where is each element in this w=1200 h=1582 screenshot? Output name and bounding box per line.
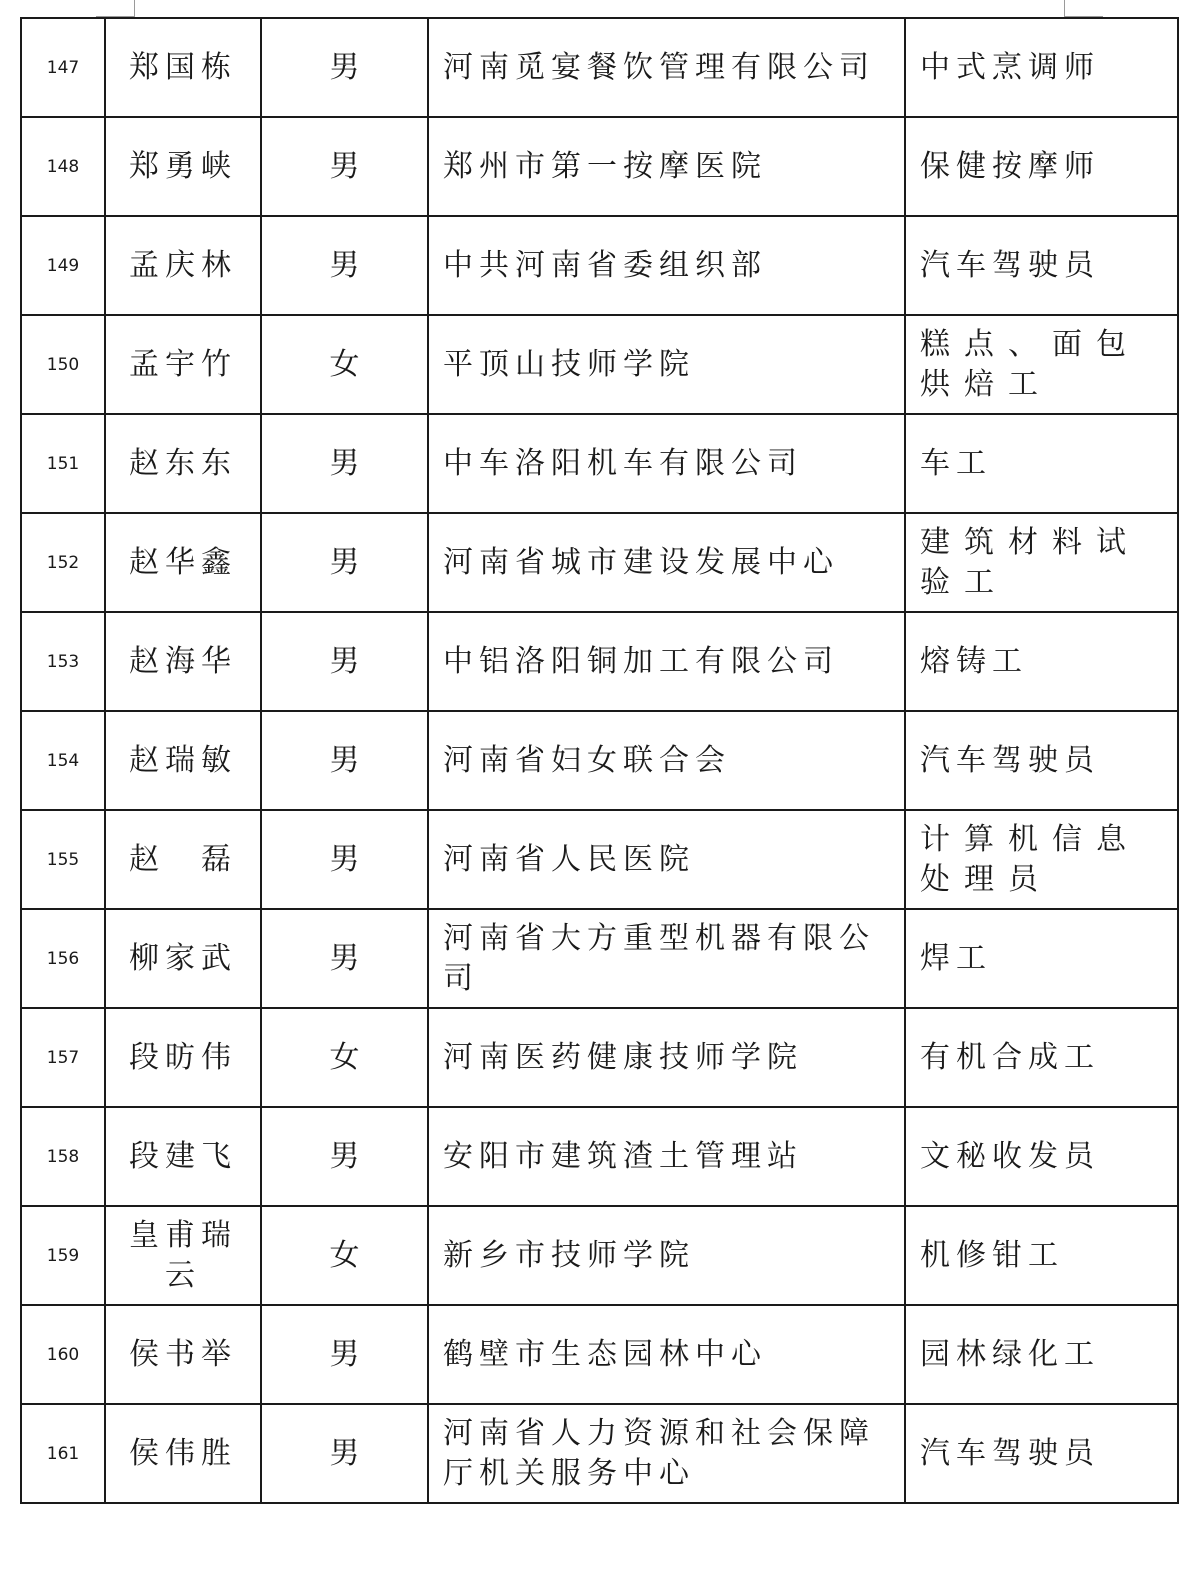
person-name: 孟宇竹 xyxy=(105,315,261,414)
work-unit: 平顶山技师学院 xyxy=(428,315,905,414)
table-row xyxy=(21,1404,1178,1503)
occupation: 中式烹调师 xyxy=(905,18,1178,117)
person-name: 孟庆林 xyxy=(105,216,261,315)
occupation: 文秘收发员 xyxy=(905,1107,1178,1206)
person-name: 段昉伟 xyxy=(105,1008,261,1107)
occupation: 保健按摩师 xyxy=(905,117,1178,216)
row-number: 159 xyxy=(21,1206,105,1305)
crop-mark-right xyxy=(1064,0,1103,17)
occupation: 有机合成工 xyxy=(905,1008,1178,1107)
table-row xyxy=(21,18,1178,117)
person-name: 皇甫瑞云 xyxy=(105,1206,261,1305)
gender: 女 xyxy=(261,1206,428,1305)
table-row xyxy=(21,612,1178,711)
gender: 男 xyxy=(261,18,428,117)
gender: 男 xyxy=(261,612,428,711)
person-name: 赵海华 xyxy=(105,612,261,711)
row-number: 149 xyxy=(21,216,105,315)
row-number: 157 xyxy=(21,1008,105,1107)
row-number: 148 xyxy=(21,117,105,216)
row-number: 151 xyxy=(21,414,105,513)
person-name: 段建飞 xyxy=(105,1107,261,1206)
table-row xyxy=(21,117,1178,216)
person-name: 赵瑞敏 xyxy=(105,711,261,810)
table-row xyxy=(21,1305,1178,1404)
table-row xyxy=(21,1008,1178,1107)
table-row xyxy=(21,315,1178,414)
occupation: 建筑材料试验工 xyxy=(905,513,1178,612)
person-name: 赵东东 xyxy=(105,414,261,513)
occupation: 汽车驾驶员 xyxy=(905,216,1178,315)
occupation: 焊工 xyxy=(905,909,1178,1008)
person-name: 柳家武 xyxy=(105,909,261,1008)
occupation: 糕点、面包烘焙工 xyxy=(905,315,1178,414)
work-unit: 郑州市第一按摩医院 xyxy=(428,117,905,216)
person-name: 郑勇峡 xyxy=(105,117,261,216)
gender: 男 xyxy=(261,1404,428,1503)
gender: 女 xyxy=(261,315,428,414)
person-name: 赵 磊 xyxy=(105,810,261,909)
occupation: 汽车驾驶员 xyxy=(905,1404,1178,1503)
work-unit: 中共河南省委组织部 xyxy=(428,216,905,315)
row-number: 153 xyxy=(21,612,105,711)
person-name: 郑国栋 xyxy=(105,18,261,117)
occupation: 熔铸工 xyxy=(905,612,1178,711)
work-unit: 鹤壁市生态园林中心 xyxy=(428,1305,905,1404)
occupation: 汽车驾驶员 xyxy=(905,711,1178,810)
gender: 男 xyxy=(261,1107,428,1206)
person-name: 赵华鑫 xyxy=(105,513,261,612)
occupation: 车工 xyxy=(905,414,1178,513)
work-unit: 安阳市建筑渣土管理站 xyxy=(428,1107,905,1206)
table-row xyxy=(21,810,1178,909)
row-number: 156 xyxy=(21,909,105,1008)
table-row xyxy=(21,909,1178,1008)
occupation: 园林绿化工 xyxy=(905,1305,1178,1404)
table-row xyxy=(21,414,1178,513)
gender: 女 xyxy=(261,1008,428,1107)
work-unit: 中铝洛阳铜加工有限公司 xyxy=(428,612,905,711)
roster-table xyxy=(20,17,1179,1504)
row-number: 152 xyxy=(21,513,105,612)
work-unit: 河南省人力资源和社会保障厅机关服务中心 xyxy=(428,1404,905,1503)
gender: 男 xyxy=(261,216,428,315)
work-unit: 新乡市技师学院 xyxy=(428,1206,905,1305)
gender: 男 xyxy=(261,414,428,513)
gender: 男 xyxy=(261,711,428,810)
table-row xyxy=(21,1206,1178,1305)
gender: 男 xyxy=(261,117,428,216)
work-unit: 河南省妇女联合会 xyxy=(428,711,905,810)
work-unit: 河南医药健康技师学院 xyxy=(428,1008,905,1107)
gender: 男 xyxy=(261,513,428,612)
table-row xyxy=(21,216,1178,315)
table-row xyxy=(21,711,1178,810)
work-unit: 河南省大方重型机器有限公司 xyxy=(428,909,905,1008)
row-number: 147 xyxy=(21,18,105,117)
row-number: 155 xyxy=(21,810,105,909)
gender: 男 xyxy=(261,810,428,909)
person-name: 侯伟胜 xyxy=(105,1404,261,1503)
table-row xyxy=(21,1107,1178,1206)
row-number: 158 xyxy=(21,1107,105,1206)
work-unit: 中车洛阳机车有限公司 xyxy=(428,414,905,513)
occupation: 计算机信息处理员 xyxy=(905,810,1178,909)
occupation: 机修钳工 xyxy=(905,1206,1178,1305)
work-unit: 河南觅宴餐饮管理有限公司 xyxy=(428,18,905,117)
row-number: 154 xyxy=(21,711,105,810)
row-number: 161 xyxy=(21,1404,105,1503)
gender: 男 xyxy=(261,1305,428,1404)
table-row xyxy=(21,513,1178,612)
crop-mark-left xyxy=(96,0,135,17)
work-unit: 河南省城市建设发展中心 xyxy=(428,513,905,612)
row-number: 150 xyxy=(21,315,105,414)
work-unit: 河南省人民医院 xyxy=(428,810,905,909)
gender: 男 xyxy=(261,909,428,1008)
row-number: 160 xyxy=(21,1305,105,1404)
person-name: 侯书举 xyxy=(105,1305,261,1404)
